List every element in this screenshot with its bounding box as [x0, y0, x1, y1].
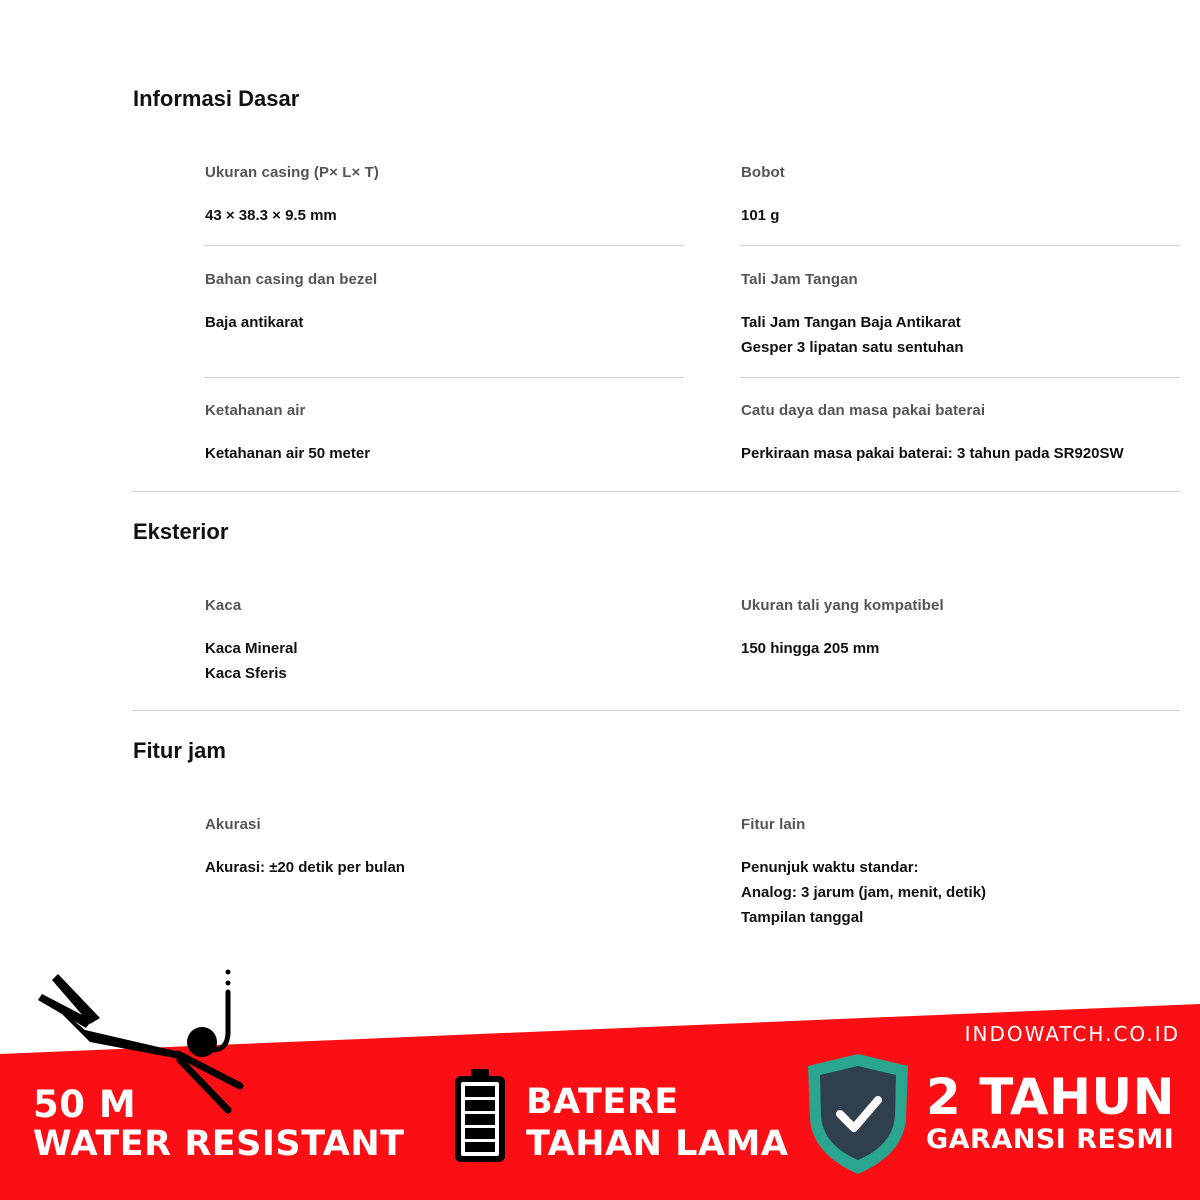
spec-value [205, 310, 377, 335]
spec-label: Bahan casing dan bezel [205, 271, 378, 288]
battery-line2: TAHAN LAMA [526, 1124, 789, 1164]
spec-water-resistance [205, 402, 370, 466]
spec-value [205, 203, 379, 228]
warranty-line2: GARANSI RESMI [926, 1124, 1175, 1155]
spec-value-line: Kaca Sferis [205, 665, 287, 682]
site-url: INDOWATCH.CO.ID [964, 1022, 1180, 1046]
spec-label: Bobot [741, 164, 785, 181]
spec-value-line: Baja antikarat [205, 314, 304, 331]
spec-strap [741, 271, 964, 360]
spec-label: Kaca [205, 597, 242, 614]
divider [204, 245, 684, 246]
spec-value-line: 43 × 38.3 × 9.5 mm [205, 207, 337, 224]
spec-value [741, 441, 1124, 466]
section-divider [132, 491, 1180, 492]
spec-value [741, 310, 964, 360]
spec-value-line: Analog: 3 jarum (jam, menit, detik) [741, 884, 987, 901]
spec-value-line: Ketahanan air 50 meter [205, 445, 371, 462]
spec-label: Catu daya dan masa pakai baterai [741, 402, 986, 419]
spec-label: Ukuran tali yang kompatibel [741, 597, 944, 614]
spec-strap-size [741, 597, 944, 661]
water-line2: WATER RESISTANT [33, 1124, 405, 1164]
spec-value [205, 441, 370, 466]
spec-value [741, 855, 986, 930]
spec-value-line: Kaca Mineral [205, 640, 298, 657]
divider [204, 377, 684, 378]
spec-glass [205, 597, 298, 686]
warranty-line1: 2 TAHUN [926, 1068, 1175, 1126]
spec-value-line: Perkiraan masa pakai baterai: 3 tahun pada SR920SW [741, 445, 1124, 462]
spec-label: Fitur lain [741, 816, 806, 833]
spec-weight [741, 164, 785, 228]
section-title-eksterior: Eksterior [133, 519, 229, 544]
spec-value-line: Penunjuk waktu standar: [741, 859, 919, 876]
spec-value [741, 203, 785, 228]
spec-value-line: Akurasi: ±20 detik per bulan [205, 859, 405, 876]
section-title-informasi-dasar: Informasi Dasar [133, 86, 300, 111]
divider [740, 245, 1180, 246]
spec-value [741, 636, 944, 661]
spec-battery [741, 402, 1124, 466]
spec-other-features [741, 816, 986, 930]
spec-value-line: 101 g [741, 207, 780, 224]
spec-value-line: Gesper 3 lipatan satu sentuhan [741, 339, 964, 356]
section-title-fitur-jam: Fitur jam [133, 738, 226, 763]
spec-case-size [205, 164, 379, 228]
spec-label: Ukuran casing (P× L× T) [205, 164, 380, 181]
battery-icon [452, 1068, 508, 1164]
water-line1: 50 M [33, 1083, 137, 1126]
spec-value-line: 150 hingga 205 mm [741, 640, 880, 657]
spec-accuracy [205, 816, 405, 880]
battery-line1: BATERE [526, 1082, 679, 1122]
spec-value [205, 636, 298, 686]
spec-value-line: Tampilan tanggal [741, 909, 864, 926]
spec-value [205, 855, 405, 880]
spec-label: Ketahanan air [205, 402, 306, 419]
section-divider [132, 710, 1180, 711]
shield-check-icon [806, 1052, 910, 1176]
spec-value-line: Tali Jam Tangan Baja Antikarat [741, 314, 961, 331]
divider [740, 377, 1180, 378]
spec-label: Tali Jam Tangan [741, 271, 858, 288]
spec-case-material [205, 271, 377, 335]
spec-label: Akurasi [205, 816, 261, 833]
